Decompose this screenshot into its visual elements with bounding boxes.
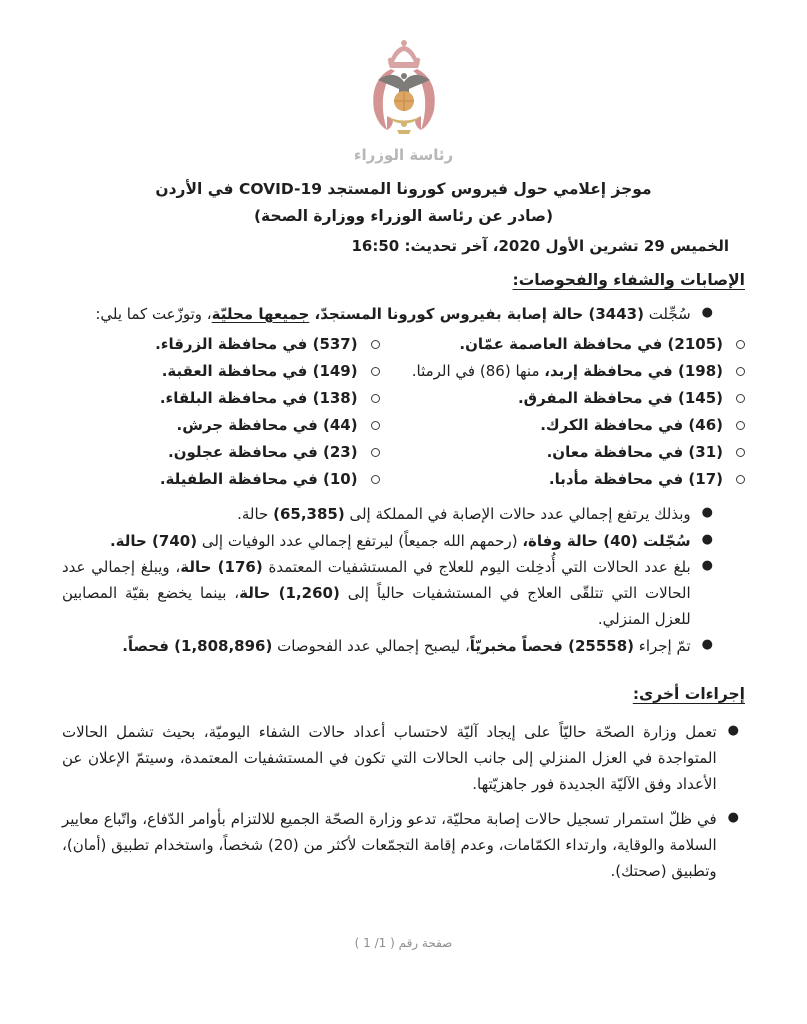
gov-item-jerash: (44) في محافظة جرش.	[62, 412, 380, 439]
circle-bullet-icon	[371, 475, 380, 484]
gov-item-maan: (31) في محافظة معان.	[380, 439, 745, 466]
circle-bullet-icon	[736, 367, 745, 376]
circle-bullet-icon	[371, 421, 380, 430]
document-subtitle: (صادر عن رئاسة الوزراء ووزارة الصحة)	[253, 207, 554, 225]
document-page	[62, 0, 745, 950]
bullet-new-cases	[62, 301, 713, 327]
circle-bullet-icon	[736, 475, 745, 484]
section-heading-cases: الإصابات والشفاء والفحوصات:	[512, 271, 745, 289]
gov-item-zarqa: (537) في محافظة الزرقاء.	[62, 331, 380, 358]
bullet-dot-icon: ●	[701, 531, 713, 547]
bullet-dot-icon: ●	[727, 722, 739, 738]
gov-item-irbid: (198) في محافظة إربد، منها (86) في الرمثا.	[380, 358, 745, 385]
bullet-dot-icon: ●	[701, 557, 713, 573]
circle-bullet-icon	[371, 340, 380, 349]
circle-bullet-icon	[736, 340, 745, 349]
gov-item-aqaba: (149) في محافظة العقبة.	[62, 358, 380, 385]
bullet-dot-icon: ●	[701, 505, 713, 521]
gov-item-karak: (46) في محافظة الكرك.	[380, 412, 745, 439]
circle-bullet-icon	[736, 448, 745, 457]
gov-item-mafraq: (145) في محافظة المفرق.	[380, 385, 745, 412]
bullet-tests: ● تمّ إجراء (25558) فحصاً مخبريّاً، ليصبح إجمالي عدد الفحوصات (1,808,896) فحصاً.	[62, 633, 713, 659]
bullet-hospitals: ● بلغ عدد الحالات التي أُدخِلت اليوم للعلاج في المستشفيات المعتمدة (176) حالة، ويبلغ إجمالي عدد الحالات التي تتلقّى العلاج في المستشفيات حالياً إلى (1,260) حالة، بينما يخضع بقيّة المصابين للعزل المنزلي.	[62, 554, 713, 633]
document-title: موجز إعلامي حول فيروس كورونا المستجد COVID-19 في الأردن	[155, 180, 652, 198]
page-number-footer: صفحة رقم ( 1/ 1 )	[354, 936, 453, 951]
bullet-deaths: ● سُجّلت (40) حالة وفاة، (رحمهم الله جميعاً) ليرتفع إجمالي عدد الوفيات إلى (740) حالة.	[62, 528, 713, 554]
gov-item-balqa: (138) في محافظة البلقاء.	[62, 385, 380, 412]
logo-caption: رئاسة الوزراء	[353, 146, 454, 164]
bullet-dot-icon: ●	[701, 636, 713, 652]
circle-bullet-icon	[736, 421, 745, 430]
bullet-new-cases-text: سُجِّلت (3443) حالة إصابة بفيروس كورونا المستجدّ، جميعها محليّة، وتوزّعت كما يلي:	[95, 305, 691, 323]
gov-item-tafileh: (10) في محافظة الطفيلة.	[62, 466, 380, 493]
bullet-recovery-mechanism: ● تعمل وزارة الصحّة حاليّاً على إيجاد آليّة لاحتساب أعداد حالات الشفاء اليوميّة، بحيث تشمل الحالات المتواجدة في العزل المنزلي إلى جانب الحالات التي تكون في المستشفيات المعتمدة، وسيتمّ الإعلان عن الأعداد وفق الآليّة الجديدة فور جاهزيّتها.	[62, 719, 739, 798]
gov-item-ajloun: (23) في محافظة عجلون.	[62, 439, 380, 466]
gov-item-amman: (2105) في محافظة العاصمة عمّان.	[380, 331, 745, 358]
governorates-column-right	[380, 331, 745, 493]
bullet-dot-icon: ●	[701, 305, 713, 320]
gov-item-madaba: (17) في محافظة مأدبا.	[380, 466, 745, 493]
circle-bullet-icon	[736, 394, 745, 403]
bullet-dot-icon: ●	[727, 809, 739, 825]
header-logo	[62, 38, 745, 164]
section-heading-other: إجراءات أخرى:	[632, 684, 745, 703]
governorates-column-left	[62, 331, 380, 493]
jordan-coat-of-arms-icon	[357, 38, 451, 142]
bullet-health-ministry-call: ● في ظلّ استمرار تسجيل حالات إصابة محليّة، تدعو وزارة الصحّة الجميع للالتزام بأوامر الدّفاع، واتّباع معايير السلامة والوقاية، وارتداء الكمّامات، وعدم إقامة التجمّعات لأكثر من (20) شخصاً، واستخدام تطبيق (أمان)، وتطبيق (صحتك).	[62, 806, 739, 885]
governorates-list	[62, 331, 745, 493]
circle-bullet-icon	[371, 367, 380, 376]
circle-bullet-icon	[371, 448, 380, 457]
circle-bullet-icon	[371, 394, 380, 403]
date-line: الخميس 29 تشرين الأول 2020، آخر تحديث: 16:50	[351, 237, 729, 255]
bullet-kingdom-total: ● وبذلك يرتفع إجمالي عدد حالات الإصابة في المملكة إلى (65,385) حالة.	[62, 501, 713, 527]
